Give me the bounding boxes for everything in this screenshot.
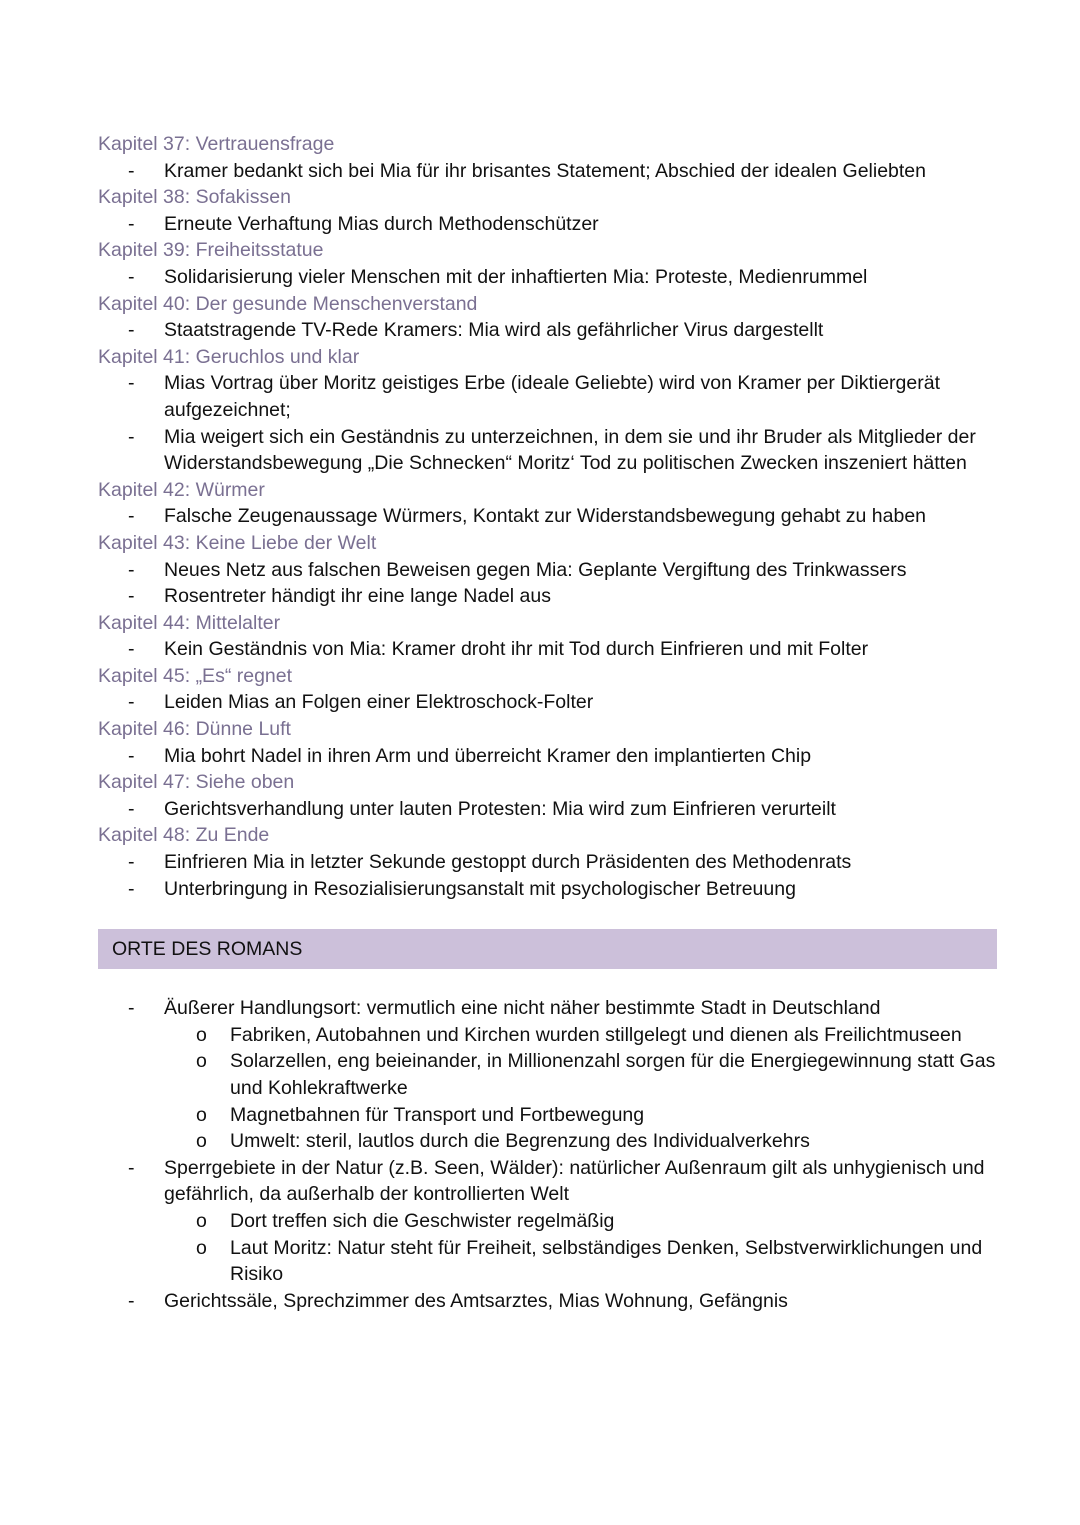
chapter-heading: Kapitel 41: Geruchlos und klar (98, 345, 360, 368)
circle-bullet-icon: o (196, 1209, 207, 1232)
dash-bullet-icon: - (128, 851, 135, 874)
chapter-list (98, 131, 996, 902)
list-item: - Erneute Verhaftung Mias durch Methodenschützer (98, 211, 996, 238)
chapter-42 (98, 477, 996, 530)
dash-bullet-icon: - (128, 212, 135, 235)
list-item: - Mia weigert sich ein Geständnis zu unterzeichnen, in dem sie und ihr Bruder als Mitglieder der Widerstandsbewegung „Die Schnecken“ Moritz‘ Tod zu politischen Zwecken inszeniert hätten (128, 425, 976, 475)
circle-bullet-icon: o (196, 1023, 207, 1046)
dash-bullet-icon: - (128, 691, 135, 714)
chapter-46 (98, 716, 996, 769)
list-item: - Unterbringung in Resozialisierungsanstalt mit psychologischer Betreuung (98, 876, 996, 903)
chapter-heading: Kapitel 45: „Es“ regnet (98, 664, 293, 687)
dash-bullet-icon: - (128, 585, 135, 608)
list-item: - Kein Geständnis von Mia: Kramer droht ihr mit Tod durch Einfrieren und mit Folter (98, 636, 996, 663)
section-title: ORTE DES ROMANS (112, 937, 303, 960)
chapter-45 (98, 663, 996, 716)
dash-bullet-icon: - (128, 638, 135, 661)
chapter-40 (98, 291, 996, 344)
list-item: - Kramer bedankt sich bei Mia für ihr brisantes Statement; Abschied der idealen Geliebten (98, 158, 996, 185)
chapter-43 (98, 530, 996, 610)
dash-bullet-icon: - (128, 319, 135, 342)
chapter-heading: Kapitel 42: Würmer (98, 478, 265, 501)
list-item: - Falsche Zeugenaussage Würmers, Kontakt zur Widerstandsbewegung gehabt zu haben (98, 503, 996, 530)
list-item: - Staatstragende TV-Rede Kramers: Mia wird als gefährlicher Virus dargestellt (98, 317, 996, 344)
chapter-37 (98, 131, 996, 184)
dash-bullet-icon: - (128, 1156, 135, 1179)
dash-bullet-icon: - (128, 159, 135, 182)
sub-list-item: o Umwelt: steril, lautlos durch die Begrenzung des Individualverkehrs (164, 1128, 996, 1155)
list-item: - Gerichtssäle, Sprechzimmer des Amtsarztes, Mias Wohnung, Gefängnis (98, 1288, 996, 1315)
chapter-heading: Kapitel 44: Mittelalter (98, 611, 281, 634)
list-item: - Äußerer Handlungsort: vermutlich eine nicht näher bestimmte Stadt in Deutschland o Fabriken, Autobahnen und Kirchen wurden stillgelegt und dienen als Freilichtmuseen o Solarzellen, eng beieinander, in Millionenzahl sorgen für die Energiegewinnung statt Gas und Kohlekraftwerke o Magnetbahnen für Transport und Fortbewegung o Umwelt: steril, lautlos durch die Begrenzung des Individualverkehrs (98, 995, 996, 1155)
circle-bullet-icon: o (196, 1236, 207, 1259)
dash-bullet-icon: - (128, 265, 135, 288)
chapter-44 (98, 610, 996, 663)
list-item: - Neues Netz aus falschen Beweisen gegen Mia: Geplante Vergiftung des Trinkwassers (98, 557, 996, 584)
chapter-heading: Kapitel 40: Der gesunde Menschenverstand (98, 292, 478, 315)
chapter-41 (98, 344, 996, 477)
dash-bullet-icon: - (128, 505, 135, 528)
list-item: - Mias Vortrag über Moritz geistiges Erbe (ideale Geliebte) wird von Kramer per Diktiergerät aufgezeichnet; (128, 372, 940, 421)
list-item: - Sperrgebiete in der Natur (z.B. Seen, Wälder): natürlicher Außenraum gilt als unhygienisch und gefährlich, da außerhalb der kontrollierten Welt o Dort treffen sich die Geschwister regelmäßig o Laut Moritz: Natur steht für Freiheit, selbständiges Denken, Selbstverwirklichungen und Risiko (98, 1155, 996, 1288)
sub-list-item: o Laut Moritz: Natur steht für Freiheit, selbständiges Denken, Selbstverwirklichungen und Risiko (196, 1236, 983, 1286)
sub-list-item: o Solarzellen, eng beieinander, in Millionenzahl sorgen für die Energiegewinnung statt Gas und Kohlekraftwerke (196, 1050, 996, 1099)
chapter-38 (98, 184, 996, 237)
dash-bullet-icon: - (128, 558, 135, 581)
chapter-heading: Kapitel 39: Freiheitsstatue (98, 239, 324, 262)
dash-bullet-icon: - (128, 877, 135, 900)
list-item: - Solidarisierung vieler Menschen mit der inhaftierten Mia: Proteste, Medienrummel (98, 264, 996, 291)
circle-bullet-icon: o (196, 1050, 207, 1073)
list-item: - Leiden Mias an Folgen einer Elektroschock-Folter (98, 689, 996, 716)
chapter-heading: Kapitel 38: Sofakissen (98, 186, 291, 209)
dash-bullet-icon: - (128, 1289, 135, 1312)
chapter-39 (98, 237, 996, 290)
chapter-heading: Kapitel 37: Vertrauensfrage (98, 133, 335, 155)
chapter-heading: Kapitel 46: Dünne Luft (98, 718, 291, 741)
circle-bullet-icon: o (196, 1103, 207, 1126)
sub-list-item: o Magnetbahnen für Transport und Fortbewegung (164, 1102, 996, 1129)
section-header-orte (98, 929, 997, 969)
sub-list-item: o Dort treffen sich die Geschwister regelmäßig (164, 1208, 996, 1235)
chapter-heading: Kapitel 47: Siehe oben (98, 771, 295, 794)
list-item: - Gerichtsverhandlung unter lauten Protesten: Mia wird zum Einfrieren verurteilt (98, 796, 996, 823)
dash-bullet-icon: - (128, 797, 135, 820)
dash-bullet-icon: - (128, 372, 135, 395)
list-item: - Mia bohrt Nadel in ihren Arm und überreicht Kramer den implantierten Chip (98, 743, 996, 770)
list-item: - Rosentreter händigt ihr eine lange Nadel aus (98, 583, 996, 610)
dash-bullet-icon: - (128, 425, 135, 448)
chapter-heading: Kapitel 43: Keine Liebe der Welt (98, 531, 377, 554)
sub-list-item: o Fabriken, Autobahnen und Kirchen wurden stillgelegt und dienen als Freilichtmuseen (164, 1022, 996, 1049)
dash-bullet-icon: - (128, 744, 135, 767)
chapter-heading: Kapitel 48: Zu Ende (98, 824, 270, 847)
location-list (98, 995, 996, 1314)
list-item: - Einfrieren Mia in letzter Sekunde gestoppt durch Präsidenten des Methodenrats (98, 849, 996, 876)
circle-bullet-icon: o (196, 1130, 207, 1153)
dash-bullet-icon: - (128, 997, 135, 1020)
chapter-48 (98, 822, 996, 902)
chapter-47 (98, 769, 996, 822)
